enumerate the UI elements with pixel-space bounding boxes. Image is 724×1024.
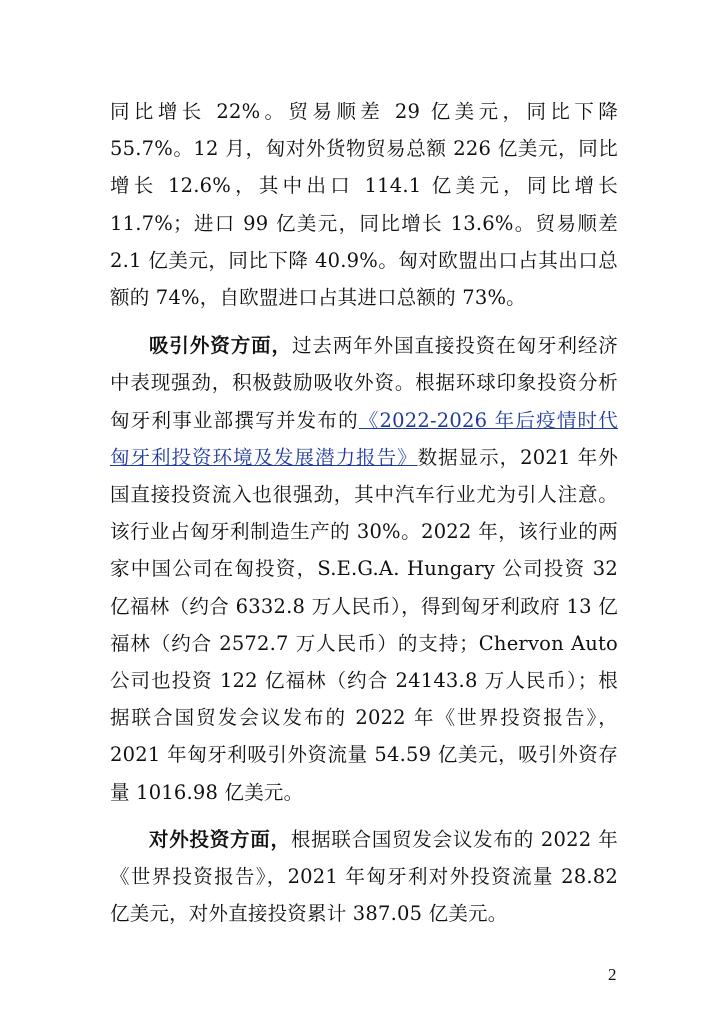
paragraph-outward-investment xyxy=(110,821,618,933)
page-number: 2 xyxy=(608,965,617,984)
paragraph-text: 数据显示，2021 年外国直接投资流入也很强劲，其中汽车行业尤为引人注意。该行业占匈牙利制造生产的 30%。2022 年，该行业的两家中国公司在匈投资，S.E.G.A. Hungary 公司投资 32 亿福林（约合 6332.8 万人民币），得到匈牙利政府 13 亿福林（约合 2572.7 万人民币）的支持；Chervon Auto 公司也投资 122 亿福林（约合 24143.8 万人民币）；根据联合国贸发会议发布的 2022 年《世界投资报告》，2021 年匈牙利吸引外资流量 54.59 亿美元，吸引外资存量 1016.98 亿美元。 xyxy=(110,445,618,804)
paragraph-text: 根据联合国贸发会议发布的 2022 年《世界投资报告》，2021 年匈牙利对外投资流量 28.82 亿美元，对外直接投资累计 387.05 亿美元。 xyxy=(110,827,618,926)
section-lead-foreign-investment: 吸引外资方面， xyxy=(149,334,292,358)
document-body xyxy=(110,93,618,932)
section-lead-outward-investment: 对外投资方面， xyxy=(149,827,291,851)
paragraph-trade: 同比增长 22%。贸易顺差 29 亿美元，同比下降 55.7%。12 月，匈对外货物贸易总额 226 亿美元，同比增长 12.6%，其中出口 114.1 亿美元，同比增长 11.7%；进口 99 亿美元，同比增长 13.6%。贸易顺差 2.1 亿美元，同比下降 40.9%。匈对欧盟出口占其出口总额的 74%，自欧盟进口占其进口总额的 73%。 xyxy=(110,100,618,310)
report-link[interactable]: 《2022-2026 年后疫情时代匈牙利投资环境及发展潜力报告》 xyxy=(110,408,618,469)
paragraph-text: 过去两年外国直接投资在匈牙利经济中表现强劲，积极鼓励吸收外资。根据环球印象投资分析匈牙利事业部撰写并发布的 xyxy=(110,334,619,432)
paragraph-foreign-investment xyxy=(110,327,618,811)
